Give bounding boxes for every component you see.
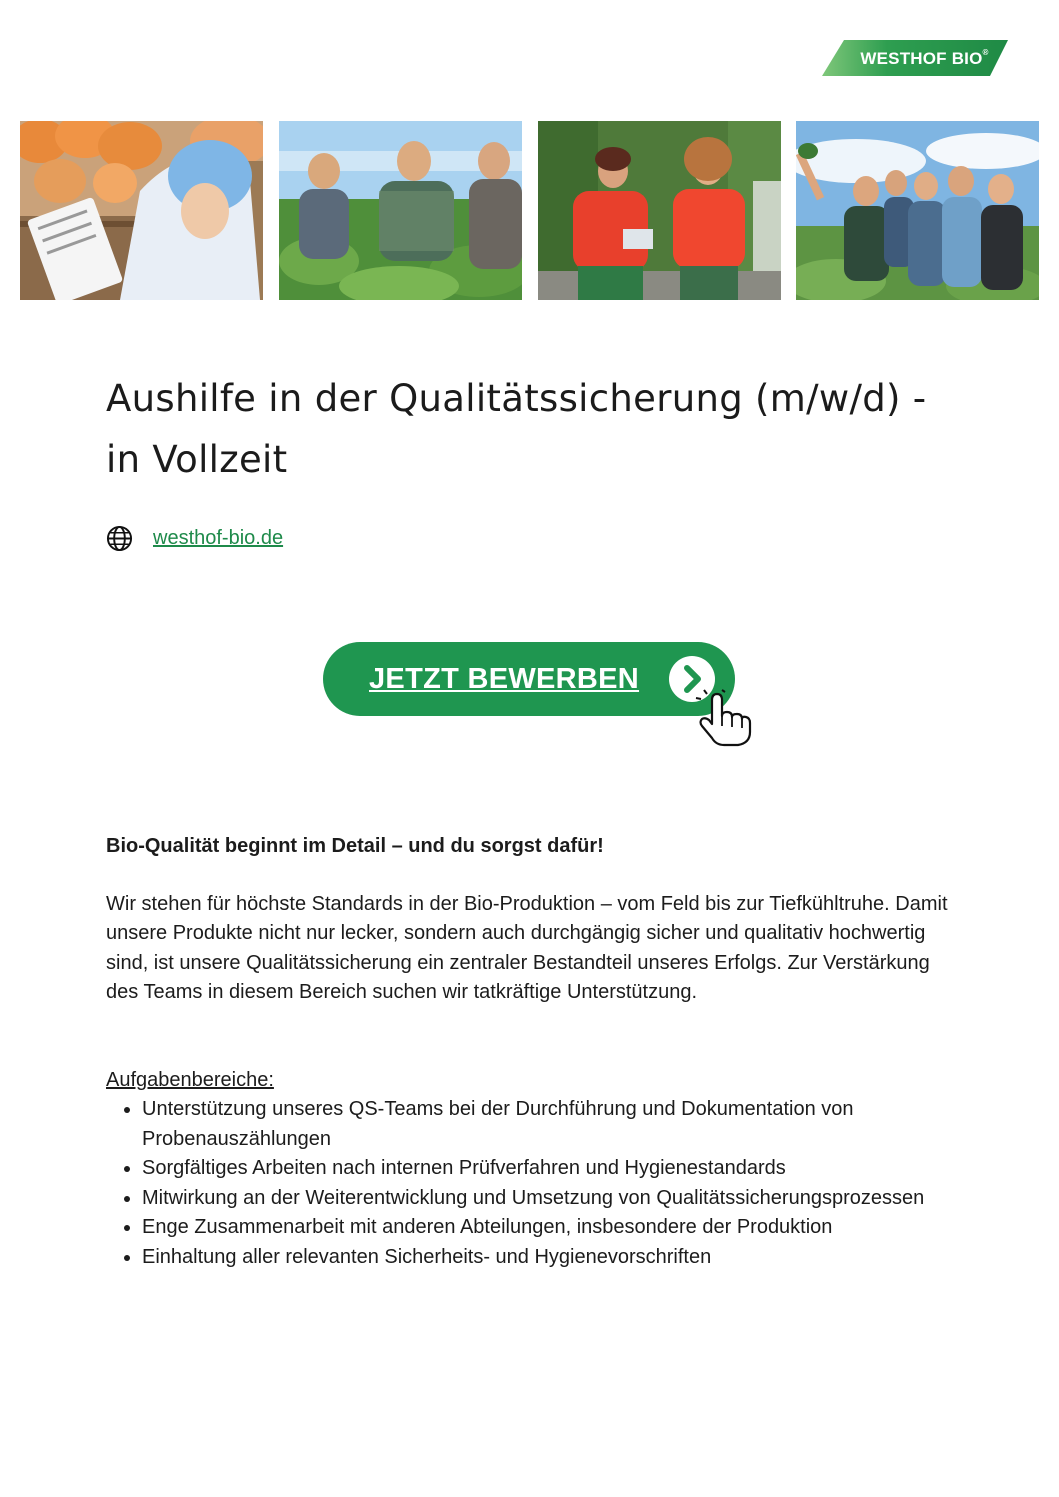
greenhouse-staff-photo bbox=[538, 121, 781, 300]
quality-inspector-photo bbox=[20, 121, 263, 300]
logo-text: WESTHOF BIO® bbox=[860, 48, 989, 68]
list-item: • Unterstützung unseres QS-Teams bei der Durchführung und Dokumentation von Probenauszählungen bbox=[142, 1095, 966, 1154]
tasks-list bbox=[106, 1095, 966, 1272]
tasks-heading: Aufgabenbereiche: bbox=[106, 1068, 274, 1091]
westhof-bio-logo bbox=[822, 40, 1010, 78]
list-item: • Einhaltung aller relevanten Sicherheits- und Hygienevorschriften bbox=[142, 1243, 966, 1273]
list-item: • Mitwirkung an der Weiterentwicklung und Umsetzung von Qualitätssicherungsprozessen bbox=[142, 1184, 966, 1214]
website-link[interactable]: westhof-bio.de bbox=[153, 527, 284, 549]
pointer-hand-icon bbox=[692, 688, 754, 748]
apply-now-label: JETZT BEWERBEN bbox=[369, 663, 640, 695]
field-team-photo bbox=[279, 121, 522, 300]
lead-text: Bio-Qualität beginnt im Detail – und du sorgst dafür! bbox=[106, 835, 604, 857]
intro-paragraph: Wir stehen für höchste Standards in der Bio-Produktion – vom Feld bis zur Tiefkühltruhe. Damit unsere Produkte nicht nur lecker, sondern auch durchgängig sicher und qualitativ hochwertig sind, ist unsere Qualitätssicherung ein zentraler Bestandteil unseres Erfolgs. Zur Verstärkung des Teams in diesem Bereich suchen wir tatkräftige Unterstützung. bbox=[106, 892, 948, 1003]
globe-icon bbox=[106, 525, 133, 552]
harvest-team-photo bbox=[796, 121, 1039, 300]
apply-now-button[interactable] bbox=[323, 642, 735, 716]
list-item: • Sorgfältiges Arbeiten nach internen Prüfverfahren und Hygienestandards bbox=[142, 1154, 966, 1184]
job-title: Aushilfe in der Qualitätssicherung (m/w/d) - in Vollzeit bbox=[106, 377, 927, 481]
job-description bbox=[106, 832, 966, 1272]
list-item: • Enge Zusammenarbeit mit anderen Abteilungen, insbesondere der Produktion bbox=[142, 1213, 966, 1243]
